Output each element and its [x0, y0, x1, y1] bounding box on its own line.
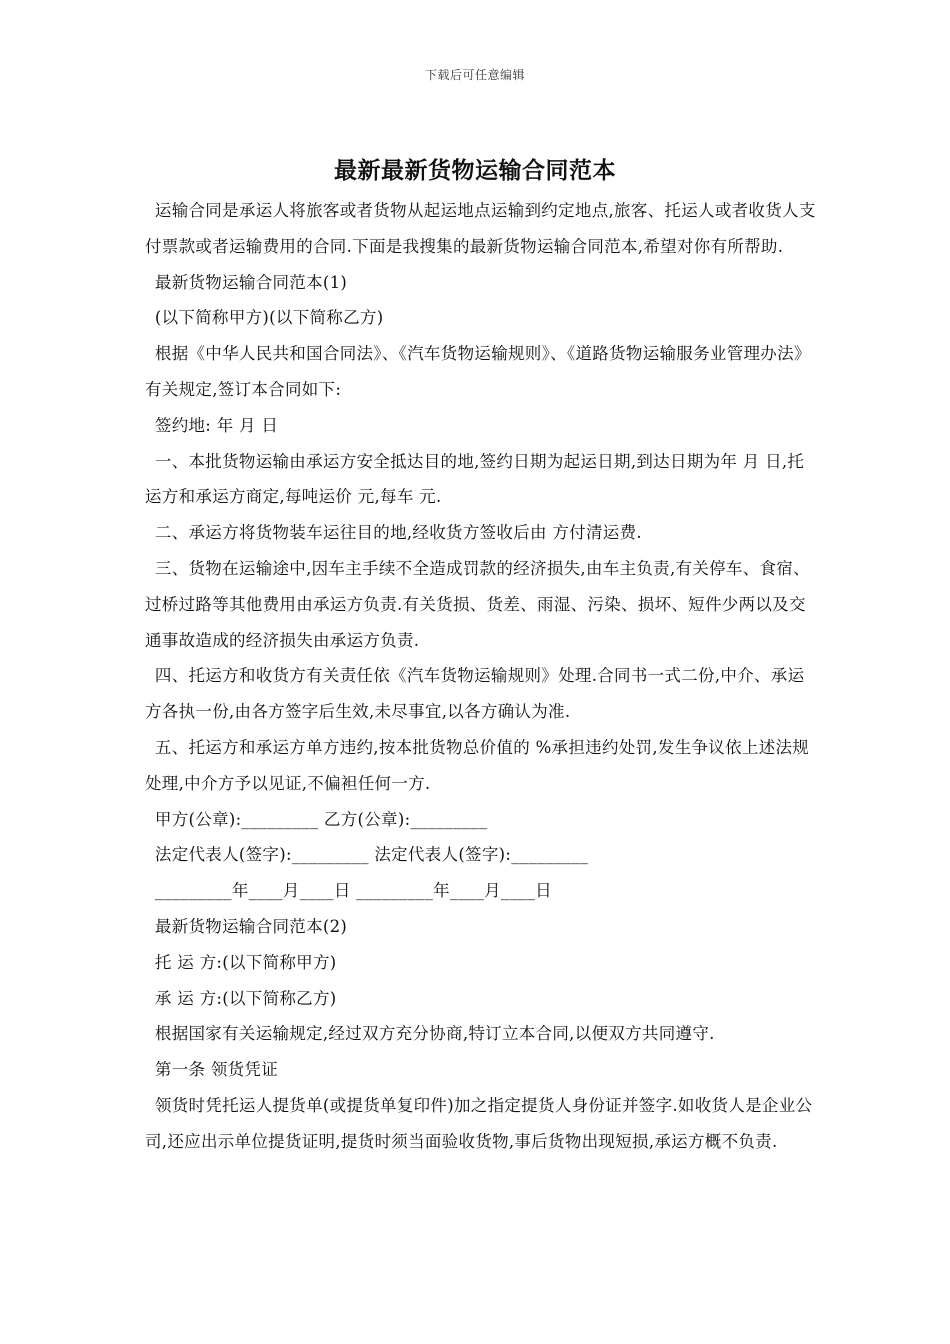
section-heading-sample-2: 最新货物运输合同范本(2): [154, 916, 348, 936]
clause-2: 二、承运方将货物装车运往目的地,经收货方签收后由 方付清运费.: [154, 523, 642, 543]
agreement-basis-line: 根据国家有关运输规定,经过双方充分协商,特订立本合同,以便双方共同遵守.: [154, 1024, 715, 1044]
shipper-line: 托 运 方:(以下简称甲方): [154, 952, 337, 972]
representative-signature-line: 法定代表人(签字):_________ 法定代表人(签字):_________: [154, 845, 589, 865]
header-note: 下载后可任意编辑: [424, 68, 525, 82]
document-body: [145, 193, 820, 1160]
clause-1: 一、本批货物运输由承运方安全抵达目的地,签约日期为起运日期,到达日期为年 月 日,托运方和承运方商定,每吨运价 元,每车 元.: [145, 451, 805, 507]
clause-4: 四、托运方和收货方有关责任依《汽车货物运输规则》处理.合同书一式二份,中介、承运方各执一份,由各方签字后生效,未尽事宜,以各方确认为准.: [145, 666, 805, 722]
signing-place-line: 签约地: 年 月 日: [154, 415, 279, 435]
section-heading-sample-1: 最新货物运输合同范本(1): [154, 272, 348, 292]
clause-5: 五、托运方和承运方单方违约,按本批货物总价值的 %承担违约处罚,发生争议依上述法规处理,中介方予以见证,不偏袒任何一方.: [145, 737, 810, 793]
date-line: _________年____月____日 _________年____月____日: [154, 881, 552, 901]
intro-paragraph: 运输合同是承运人将旅客或者货物从起运地点运输到约定地点,旅客、托运人或者收货人支付票款或者运输费用的合同.下面是我搜集的最新货物运输合同范本,希望对你有所帮助.: [145, 201, 816, 256]
article-1-body: 领货时凭托运人提货单(或提货单复印件)加之指定提货人身份证并签字.如收货人是企业公司,还应出示单位提货证明,提货时须当面验收货物,事后货物出现短损,承运方概不负责.: [145, 1095, 813, 1151]
clause-3: 三、货物在运输途中,因车主手续不全造成罚款的经济损失,由车主负责,有关停车、食宿、过桥过路等其他费用由承运方负责.有关货损、货差、雨湿、污染、损坏、短件少两以及交通事故造成的经济损失由承运方负责.: [145, 558, 810, 650]
seal-line: 甲方(公章):_________ 乙方(公章):_________: [154, 809, 488, 829]
article-1-heading: 第一条 领货凭证: [154, 1060, 279, 1080]
legal-basis-paragraph: 根据《中华人民共和国合同法》、《汽车货物运输规则》、《道路货物运输服务业管理办法》有关规定,签订本合同如下:: [145, 344, 811, 399]
carrier-line: 承 运 方:(以下简称乙方): [154, 988, 337, 1008]
document-title: 最新最新货物运输合同范本: [334, 157, 616, 184]
parties-line: (以下简称甲方)(以下简称乙方): [154, 308, 384, 328]
